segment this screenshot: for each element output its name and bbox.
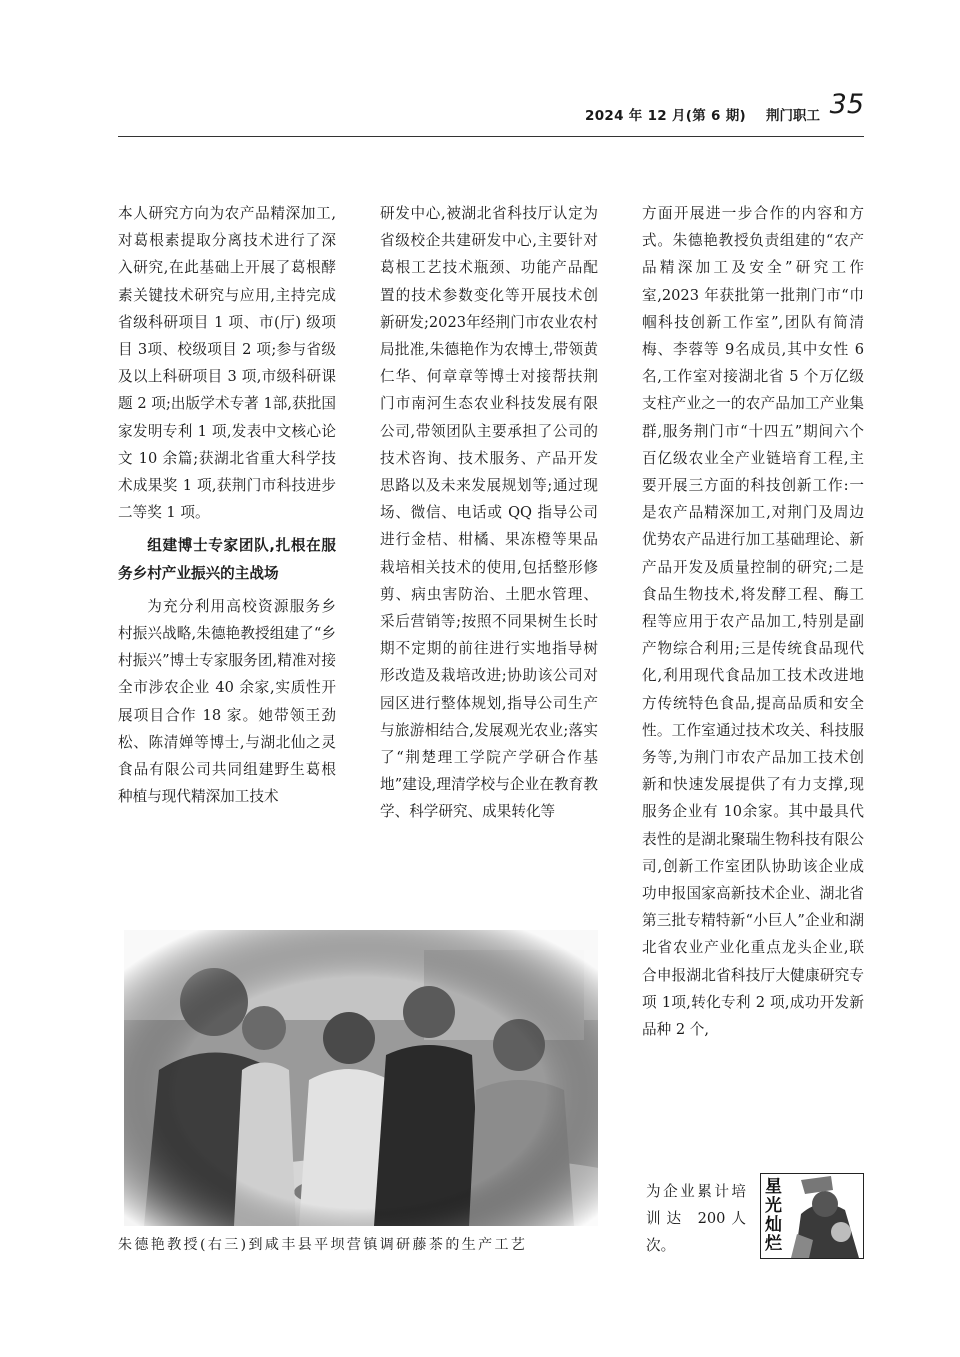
article-column-1 bbox=[118, 200, 336, 810]
photo-illustration bbox=[124, 930, 598, 1226]
paragraph: 本人研究方向为农产品精深加工,对葛根素提取分离技术进行了深入研究,在此基础上开展了葛根酵素关键技术研究与应用,主持完成省级科研项目 1 项、市(厅) 级项目 3项、校级项目 2 项;参与省级及以上科研项目 3 项,市级科研课题 2 项;出版学术专著 1部,获批国家发明专利 1 项,发表中文核心论文 10 余篇;获湖北省重大科学技术成果奖 1 项,获荆门市科技进步二等奖 1 项。 bbox=[118, 205, 336, 522]
badge-label: 星光灿烂 bbox=[765, 1177, 782, 1254]
column-badge bbox=[760, 1173, 864, 1259]
paragraph: 研发中心,被湖北省科技厅认定为省级校企共建研发中心,主要针对葛根工艺技术瓶颈、功能产品配置的技术参数变化等开展技术创新研发;2023年经荆门市农业农村局批准,朱德艳作为农博士,带领黄仁华、何章章等博士对接帮扶荆门市南河生态农业科技发展有限公司,带领团队主要承担了公司的技术咨询、技术服务、产品开发思路以及未来发展规划等;通过现场、微信、电话或 QQ 指导公司进行金桔、柑橘、果冻橙等果品栽培相关技术的使用,包括整形修剪、病虫害防治、土肥水管理、采后营销等;按照不同果树生长时期不定期的前往进行实地指导树形改造及栽培改进;协助该公司对园区进行整体规划,指导公司生产与旅游相结合,发展观光农业;落实了“荆楚理工学院产学研合作基地”建设,理清学校与企业在教育教学、科学研究、成果转化等 bbox=[380, 205, 598, 821]
magazine-name: 荆门职工 bbox=[766, 108, 820, 124]
issue-date: 2024 年 12 月(第 6 期) bbox=[585, 108, 746, 124]
article-column-3 bbox=[642, 200, 864, 1043]
article-column-2 bbox=[380, 200, 598, 826]
paragraph: 方面开展进一步合作的内容和方式。朱德艳教授负责组建的“农产品精深加工及安全”研究工作室,2023 年获批第一批荆门市“巾帼科技创新工作室”,团队有简清梅、李蓉等 9名成员,其中女性 6 名,工作室对接湖北省 5 个万亿级支柱产业之一的农产品加工产业集群,服务荆门市“十四五”期间六个百亿级农业全产业链培育工程,主要开展三方面的科技创新工作:一是农产品精深加工,对荆门及周边优势农产品进行加工基础理论、新产品开发及质量控制的研究;二是食品生物技术,将发酵工程、酶工程等应用于农产品加工,特别是副产物综合利用;三是传统食品现代化,利用现代食品加工技术改进地方传统特色食品,提高品质和安全性。工作室通过技术攻关、科技服务等,为荆门市农产品加工技术创新和快速发展提供了有力支撑,现服务企业有 10余家。其中最具代表性的是湖北聚瑞生物科技有限公司,创新工作室团队协助该企业成功申报国家高新技术企业、湖北省第三批专精特新“小巨人”企业和湖北省农业产业化重点龙头企业,联合申报湖北省科技厅大健康研究专项 1项,转化专利 2 项,成功开发新品种 2 个, bbox=[642, 205, 864, 1039]
paragraph: 为充分利用高校资源服务乡村振兴战略,朱德艳教授组建了“乡村振兴”博士专家服务团,精准对接全市涉农企业 40 余家,实质性开展项目合作 18 家。她带领王劲松、陈清婵等博士,与湖北仙之灵食品有限公司共同组建野生葛根种植与现代精深加工技术 bbox=[118, 597, 336, 806]
page-header bbox=[118, 89, 864, 135]
page-number: 35 bbox=[829, 89, 864, 120]
photo-caption: 朱德艳教授(右三)到咸丰县平坝营镇调研藤茶的生产工艺 bbox=[118, 1237, 528, 1253]
section-subheading: 组建博士专家团队,扎根在服务乡村产业振兴的主战场 bbox=[118, 537, 336, 582]
article-photo bbox=[124, 930, 598, 1226]
paragraph-tail: 为企业累计培训达 200人次。 bbox=[646, 1183, 746, 1255]
header-rule bbox=[118, 136, 864, 137]
